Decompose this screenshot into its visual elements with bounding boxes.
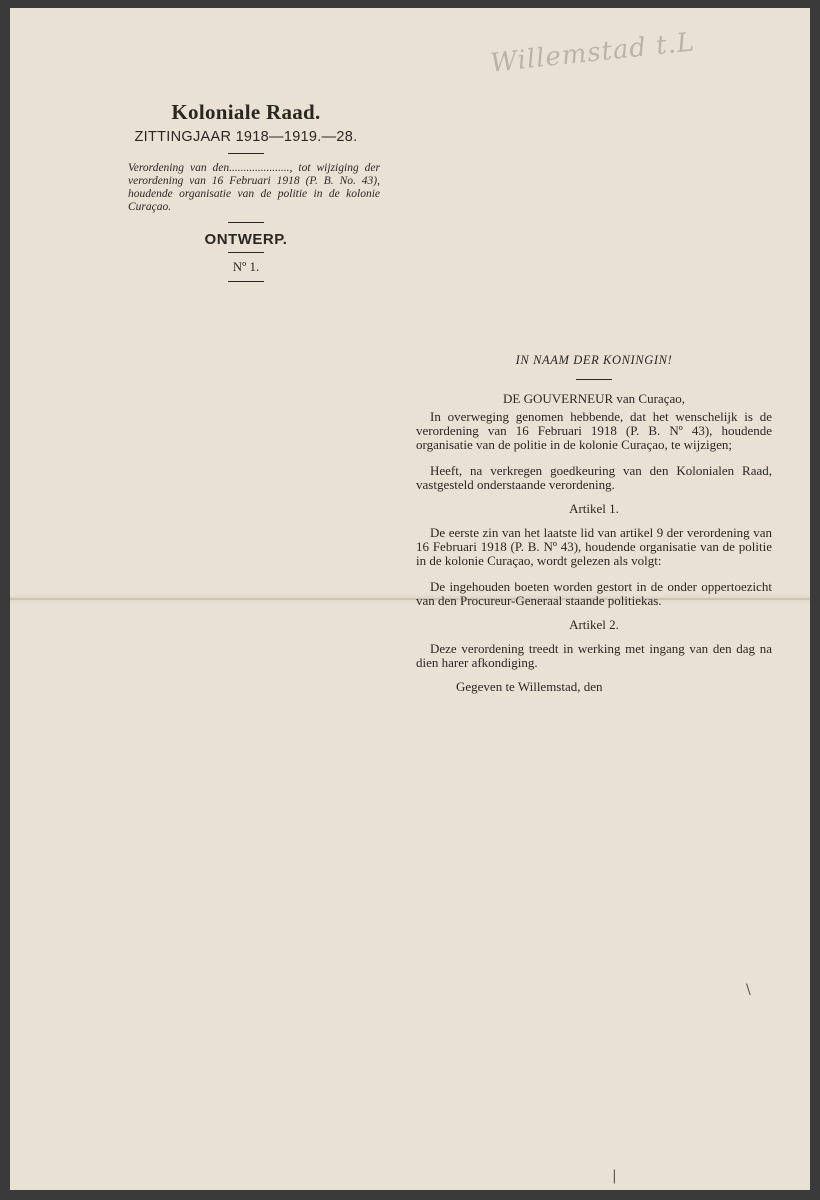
invocation: IN NAAM DER KONINGIN!	[515, 353, 673, 367]
article-1-heading: Artikel 1.	[569, 501, 619, 516]
article-2-heading: Artikel 2.	[569, 617, 619, 632]
divider	[228, 281, 264, 282]
enactment-paragraph: Heeft, na verkregen goedkeuring van den Kolonialen Raad, vastgesteld onderstaande verordening.	[416, 463, 772, 492]
draft-number: Nº 1.	[232, 259, 260, 274]
divider	[228, 153, 264, 154]
article-2-text: Deze verordening treedt in werking met ingang van den dag na dien harer afkondiging.	[416, 641, 772, 670]
divider	[228, 222, 264, 223]
ordinance-body	[416, 353, 772, 694]
draft-label: ONTWERP.	[204, 231, 288, 248]
article-1-text: De eerste zin van het laatste lid van artikel 9 der verordening van 16 Februari 1918 (P. B. Nº 43), houdende organisatie van de politie in de kolonie Curaçao, wordt gelezen als volgt:	[416, 525, 772, 568]
header-block	[110, 100, 382, 282]
stray-mark: \	[746, 982, 751, 998]
governor-line: DE GOUVERNEUR van Curaçao,	[503, 391, 685, 406]
document-page	[10, 8, 810, 1190]
stray-mark: |	[612, 1168, 617, 1184]
council-title: Koloniale Raad.	[171, 100, 321, 124]
handwritten-note: Willemstad t.L	[488, 27, 697, 79]
subject-text: Verordening van den....................., tot wijziging der verordening van 16 Februari 1918 (P. B. No. 43), houdende organisatie van de politie in de kolonie Curaçao.	[128, 162, 380, 213]
session-line: ZITTINGJAAR 1918—1919.—28.	[134, 129, 358, 145]
consideration-paragraph: In overweging genomen hebbende, dat het wenschelijk is de verordening van 16 Februari 1918 (P. B. Nº 43), houdende organisatie van de politie in de kolonie Curaçao, te wijzigen;	[416, 409, 772, 452]
article-1-quote: De ingehouden boeten worden gestort in de onder oppertoezicht van den Procureur-Generaal staande politiekas.	[416, 579, 772, 608]
divider	[228, 252, 264, 253]
divider	[576, 379, 612, 380]
signature-date-line: Gegeven te Willemstad, den	[456, 679, 603, 694]
